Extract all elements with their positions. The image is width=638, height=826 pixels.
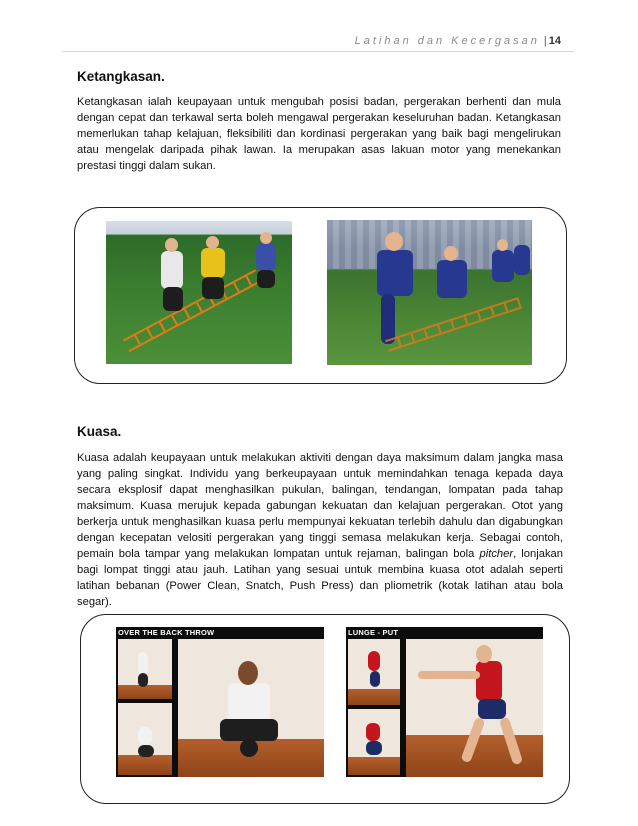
section-title-kuasa: Kuasa. [77,424,122,439]
page-number: 14 [548,35,561,47]
athlete-arms [418,671,480,679]
player-head [385,232,403,251]
runner-shorts [257,270,275,288]
athlete-figure [370,671,380,687]
power-image-frame [80,614,570,804]
photo-floor [348,757,400,775]
running-header [355,35,561,47]
athlete-squat [228,683,270,723]
athlete-figure [366,741,382,755]
section-body-ketangkasan: Ketangkasan ialah keupayaan untuk mengubah posisi badan, pergerakan berhenti dan mula dengan cepat dan terkawal serta boleh mengawal pergerakan keseluruhan badan. Ketangkasan memerlukan tahap kelajuan, fleksibiliti dan kordinasi pergerakan yang baik bagi mengelirukan atau mengelak daripada pihak lawan. Ia merupakan asas lakuan motor yang menekankan prestasi tinggi dalam sukan. [77,96,561,172]
runner-shorts [163,287,183,311]
player-head [497,239,508,251]
player-blue-kit [437,260,467,298]
throw-strip-label: OVER THE BACK THROW [118,628,215,637]
runner-shorts [202,277,224,299]
agility-image-frame [74,207,567,384]
lunge-put-photo [346,627,543,777]
athlete-figure [138,745,154,757]
lunge-strip-label: LUNGE - PUT [348,628,399,637]
agility-ladder [123,269,262,352]
runner-yellow-shirt [201,248,225,278]
athlete-figure [138,727,152,745]
medicine-ball [240,739,258,757]
athlete-head [476,645,492,663]
player-blue-kit [492,250,514,282]
athlete-figure [138,673,148,687]
header-title: Latihan dan Kecergasan [354,35,540,47]
body-text: , lonjakan bagi lompat tinggi atau jauh. Latihan yang sesuai untuk membina kuasa otot adalah seperti latihan bebanan (Power Clean, Snatch, Push Press) dan pliometrik (kotak latihan atau bola segar). [77,548,563,608]
runner-blue-shirt [256,243,276,271]
photo-floor [118,685,172,699]
player-blue-kit [377,250,413,296]
section-title-ketangkasan: Ketangkasan. [77,69,165,84]
section-body-kuasa [77,450,563,610]
runner-white-shirt [161,251,183,289]
header-rule [62,51,574,52]
photo-floor [118,755,172,775]
athlete-figure [366,723,380,741]
athlete-lunge [476,661,502,701]
runner-head [260,232,272,244]
player-blue-kit [514,245,530,275]
athlete-head [238,661,258,685]
runner-head [165,238,178,252]
field-ladder [385,297,522,352]
body-text: Kuasa adalah keupayaan untuk melakukan aktiviti dengan daya maksimum dalam jangka masa yang paling singkat. Individu yang berkeupayaan untuk memindahkan tenaga kepada daya secara eksplosif dapat menghasilkan pukulan, balingan, tendangan, lompatan pada tahap maksimum. Kuasa merujuk kepada gabungan kekuatan dan kelajuan pergerakan. Otot yang berkerja untuk menghasilkan kuasa perlu mempunyai kekuatan terlebih dahulu dan digabungkan dengan kecepatan velositi pergerakan yang tinggi semasa melakukan kerja. Sebagai contoh, pemain bola tampar yang melakukan lompatan untuk rejaman, balingan bola [77,452,563,560]
athlete-figure [138,652,148,674]
agility-ladder-photo [106,221,292,364]
runner-head [206,236,219,249]
photo-floor [348,689,400,705]
player-head [444,246,458,261]
athlete-shorts [220,719,278,741]
header-separator: | [543,35,547,47]
athlete-shorts [478,699,506,719]
body-italic-term: pitcher [479,548,514,560]
throw-exercise-photo [116,627,324,777]
agility-football-photo [327,220,532,365]
athlete-figure [368,651,380,671]
